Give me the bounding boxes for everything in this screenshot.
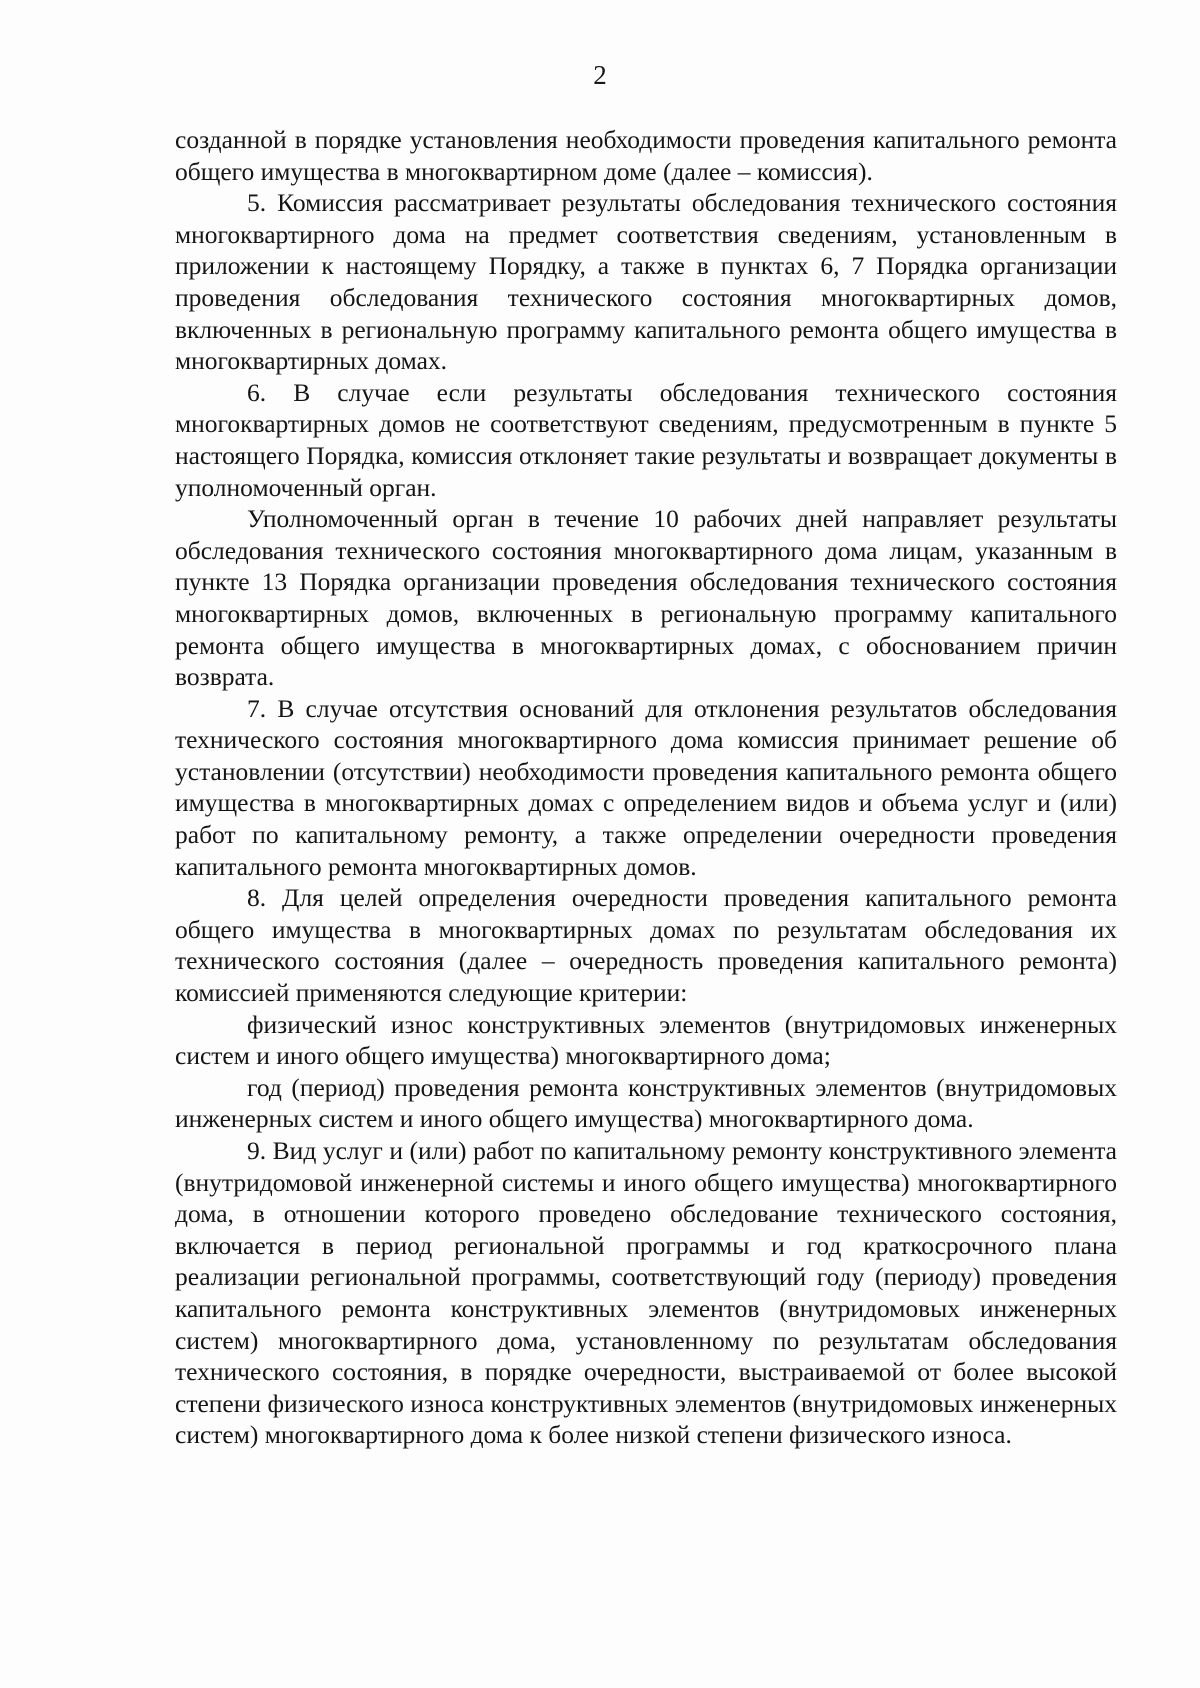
paragraph-item-6-return: Уполномоченный орган в течение 10 рабочих дней направляет результаты обследования технического состояния многоквартирного дома лицам, указанным в пункте 13 Порядка организации проведения обследования технического состояния многоквартирных домов, включенных в региональную программу капитального ремонта общего имущества в многоквартирных домах, с обоснованием причин возврата. [175,504,1117,692]
paragraph-criterion-repair-year: год (период) проведения ремонта конструктивных элементов (внутридомовых инженерных систем и иного общего имущества) многоквартирного дома. [175,1072,1117,1134]
document-body [175,124,1117,1451]
paragraph-continuation: созданной в порядке установления необходимости проведения капитального ремонта общего имущества в многоквартирном доме (далее – комиссия). [175,125,1117,186]
paragraph-criterion-wear: физический износ конструктивных элементов (внутридомовых инженерных систем и иного общего имущества) многоквартирного дома; [175,1009,1117,1071]
paragraph-item-7: 7. В случае отсутствия оснований для отклонения результатов обследования технического состояния многоквартирного дома комиссия принимает решение об установлении (отсутствии) необходимости проведения капитального ремонта общего имущества в многоквартирных домах с определением видов и объема услуг и (или) работ по капитальному ремонту, а также определении очередности проведения капитального ремонта многоквартирных домов. [175,693,1117,881]
paragraph-item-5: 5. Комиссия рассматривает результаты обследования технического состояния многоквартирного дома на предмет соответствия сведениям, установленным в приложении к настоящему Порядку, а также в пунктах 6, 7 Порядка организации проведения обследования технического состояния многоквартирных домов, включенных в региональную программу капитального ремонта общего имущества в многоквартирных домах. [175,188,1117,376]
paragraph-item-9: 9. Вид услуг и (или) работ по капитальному ремонту конструктивного элемента (внутридомовой инженерной системы и иного общего имущества) многоквартирного дома, в отношении которого проведено обследование технического состояния, включается в период региональной программы и год краткосрочного плана реализации региональной программы, соответствующий году (периоду) проведения капитального ремонта конструктивных элементов (внутридомовых инженерных систем) многоквартирного дома, установленному по результатам обследования технического состояния, в порядке очередности, выстраиваемой от более высокой степени физического износа конструктивных элементов (внутридомовых инженерных систем) многоквартирного дома к более низкой степени физического износа. [175,1136,1117,1450]
paragraph-item-8: 8. Для целей определения очередности проведения капитального ремонта общего имущества в многоквартирных домах по результатам обследования их технического состояния (далее – очередность проведения капитального ремонта) комиссией применяются следующие критерии: [175,883,1117,1008]
paragraph-item-6: 6. В случае если результаты обследования технического состояния многоквартирных домов не соответствуют сведениям, предусмотренным в пункте 5 настоящего Порядка, комиссия отклоняет такие результаты и возвращает документы в уполномоченный орган. [175,377,1117,502]
page-number: 2 [593,60,607,90]
